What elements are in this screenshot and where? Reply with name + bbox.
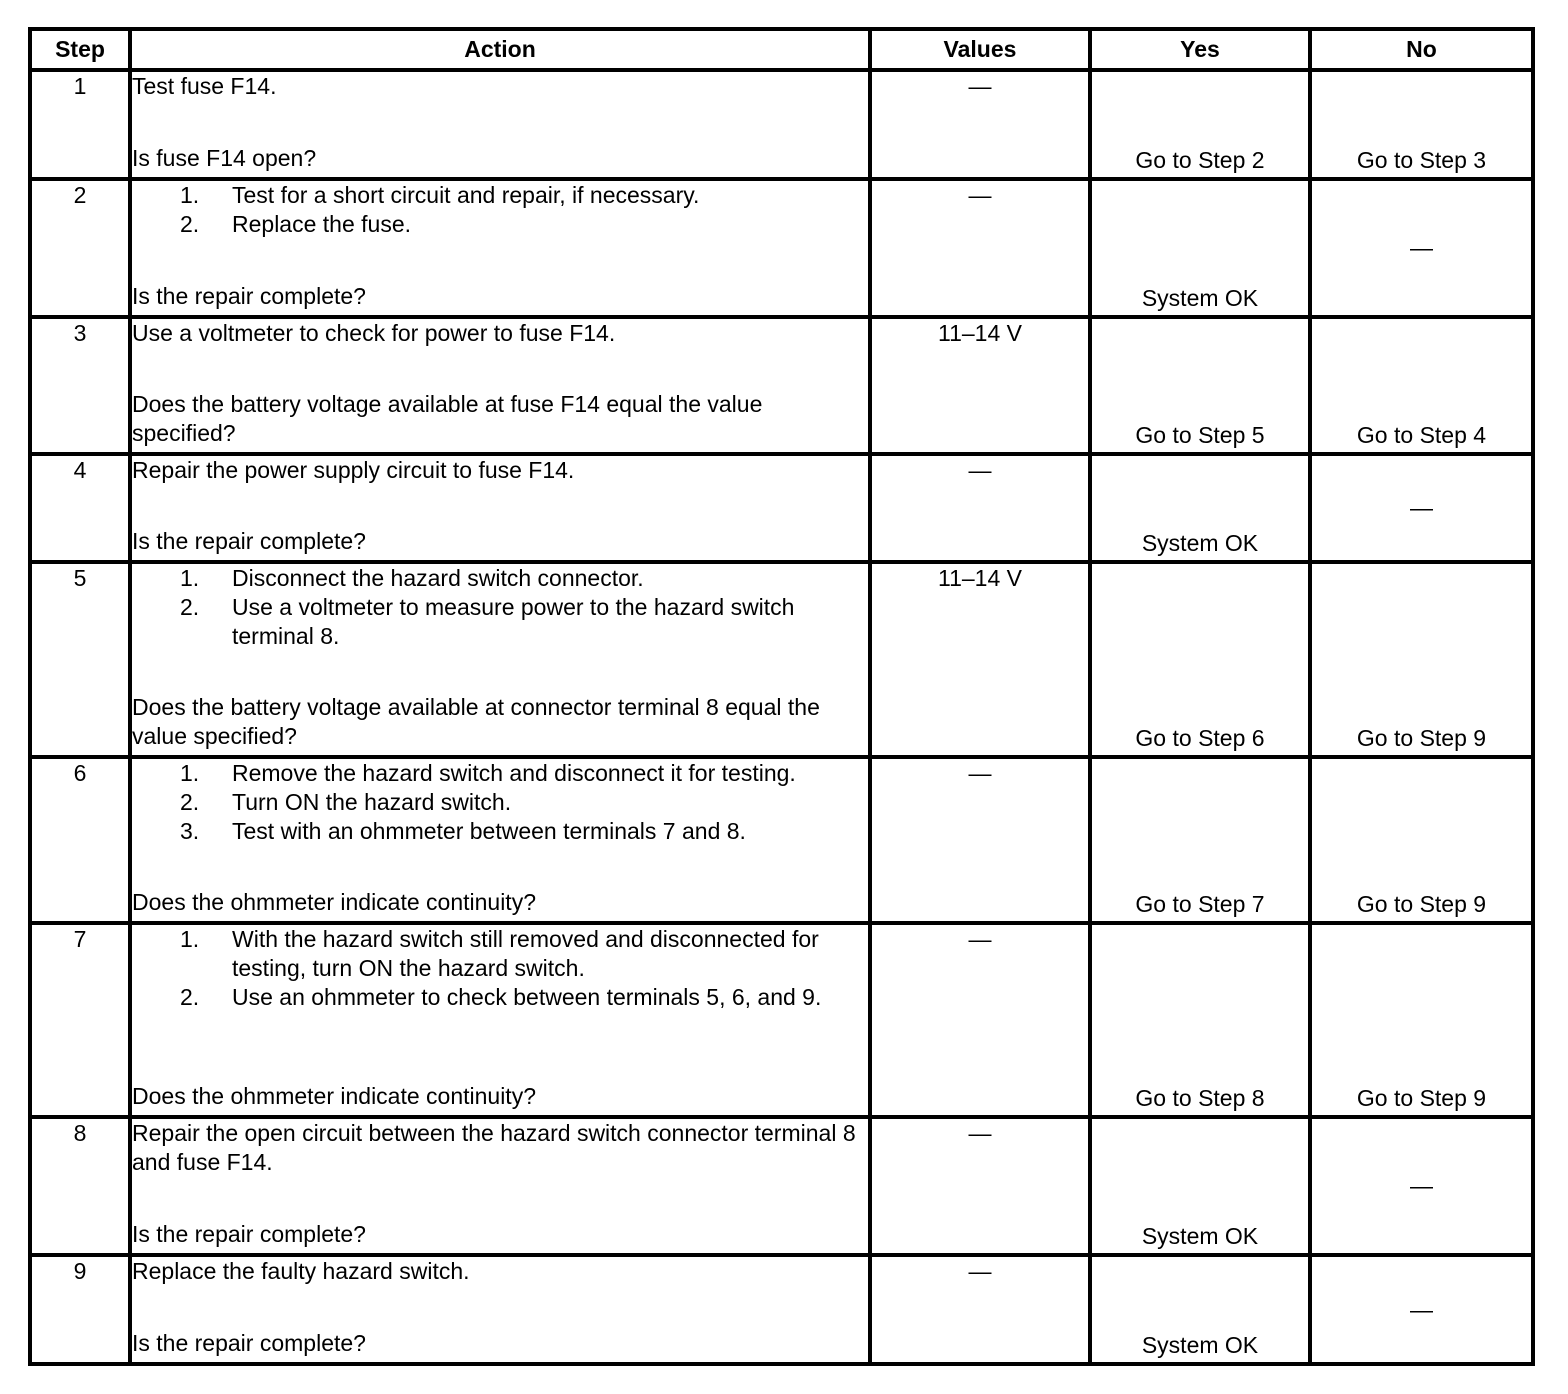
header-yes: Yes bbox=[1090, 29, 1310, 70]
value-cell: — bbox=[870, 757, 1090, 923]
action-step-number: 3. bbox=[180, 818, 200, 844]
action-step-item bbox=[132, 983, 868, 1012]
yes-result: System OK bbox=[1141, 1332, 1259, 1358]
header-no: No bbox=[1310, 29, 1533, 70]
no-cell bbox=[1310, 179, 1533, 317]
action-step-item bbox=[132, 593, 868, 651]
yes-cell bbox=[1090, 179, 1310, 317]
action-question: Does the battery voltage available at connector terminal 8 equal the value specified? bbox=[132, 694, 820, 749]
action-question: Is fuse F14 open? bbox=[132, 145, 317, 171]
step-number: 3 bbox=[30, 317, 130, 454]
action-text: Replace the faulty hazard switch. bbox=[132, 1258, 470, 1284]
no-result: Go to Step 9 bbox=[1356, 891, 1487, 917]
step-number: 5 bbox=[30, 562, 130, 757]
no-result: Go to Step 3 bbox=[1356, 147, 1487, 173]
table-row bbox=[30, 179, 1533, 317]
table-row bbox=[30, 923, 1533, 1117]
action-step-list bbox=[132, 925, 868, 1012]
value-cell: 11–14 V bbox=[870, 562, 1090, 757]
step-number: 1 bbox=[30, 70, 130, 179]
action-cell bbox=[130, 1117, 870, 1255]
action-text: Repair the power supply circuit to fuse F14. bbox=[132, 457, 575, 483]
no-cell bbox=[1310, 562, 1533, 757]
action-step-text: Replace the fuse. bbox=[232, 211, 412, 237]
no-result: — bbox=[1410, 494, 1433, 521]
value-cell: 11–14 V bbox=[870, 317, 1090, 454]
action-instructions bbox=[132, 1119, 868, 1177]
diagnostic-table bbox=[28, 27, 1535, 1366]
header-step: Step bbox=[30, 29, 130, 70]
step-number: 7 bbox=[30, 923, 130, 1117]
action-instructions bbox=[132, 759, 868, 846]
action-content bbox=[132, 456, 868, 556]
yes-result: System OK bbox=[1141, 1223, 1259, 1249]
action-step-item bbox=[132, 564, 868, 593]
action-text: Repair the open circuit between the hazard switch connector terminal 8 and fuse F14. bbox=[132, 1120, 856, 1175]
no-result: Go to Step 9 bbox=[1356, 1085, 1487, 1111]
action-instructions bbox=[132, 456, 868, 485]
action-content bbox=[132, 1119, 868, 1249]
table-row bbox=[30, 757, 1533, 923]
action-content bbox=[132, 1257, 868, 1358]
action-step-number: 1. bbox=[180, 565, 200, 591]
action-step-text: Test with an ohmmeter between terminals 7 and 8. bbox=[232, 818, 746, 844]
action-step-item bbox=[132, 759, 868, 788]
no-result: — bbox=[1410, 1296, 1433, 1322]
value-cell: — bbox=[870, 179, 1090, 317]
value-cell: — bbox=[870, 454, 1090, 562]
no-cell bbox=[1310, 923, 1533, 1117]
action-step-text: Remove the hazard switch and disconnect it for testing. bbox=[232, 760, 796, 786]
action-question: Does the ohmmeter indicate continuity? bbox=[132, 889, 536, 915]
no-result: — bbox=[1410, 234, 1433, 261]
yes-result: System OK bbox=[1141, 530, 1259, 556]
yes-cell bbox=[1090, 317, 1310, 454]
action-step-text: Disconnect the hazard switch connector. bbox=[232, 565, 644, 591]
action-step-number: 1. bbox=[180, 926, 200, 952]
action-instructions bbox=[132, 319, 868, 348]
action-cell bbox=[130, 317, 870, 454]
action-question: Is the repair complete? bbox=[132, 283, 366, 309]
no-cell bbox=[1310, 1255, 1533, 1364]
action-instructions bbox=[132, 181, 868, 239]
action-step-text: Use a voltmeter to measure power to the hazard switch terminal 8. bbox=[232, 594, 795, 649]
action-text: Use a voltmeter to check for power to fuse F14. bbox=[132, 320, 616, 346]
yes-cell bbox=[1090, 757, 1310, 923]
no-result: Go to Step 9 bbox=[1356, 725, 1487, 751]
header-row bbox=[30, 29, 1533, 70]
action-content bbox=[132, 925, 868, 1111]
step-number: 9 bbox=[30, 1255, 130, 1364]
action-step-item bbox=[132, 817, 868, 846]
action-cell bbox=[130, 70, 870, 179]
action-content bbox=[132, 72, 868, 173]
action-instructions bbox=[132, 72, 868, 101]
value-cell: — bbox=[870, 923, 1090, 1117]
yes-result: Go to Step 6 bbox=[1135, 725, 1265, 751]
yes-result: Go to Step 7 bbox=[1135, 891, 1265, 917]
action-cell bbox=[130, 454, 870, 562]
action-cell bbox=[130, 179, 870, 317]
no-cell bbox=[1310, 454, 1533, 562]
action-step-item bbox=[132, 181, 868, 210]
action-step-text: With the hazard switch still removed and disconnected for testing, turn ON the hazard switch. bbox=[232, 926, 819, 981]
no-cell bbox=[1310, 317, 1533, 454]
action-step-item bbox=[132, 788, 868, 817]
table-row bbox=[30, 454, 1533, 562]
action-content bbox=[132, 319, 868, 448]
step-number: 4 bbox=[30, 454, 130, 562]
header-action: Action bbox=[130, 29, 870, 70]
action-step-number: 2. bbox=[180, 211, 200, 237]
action-question: Does the battery voltage available at fuse F14 equal the value specified? bbox=[132, 391, 763, 446]
step-number: 8 bbox=[30, 1117, 130, 1255]
action-content bbox=[132, 181, 868, 311]
step-number: 6 bbox=[30, 757, 130, 923]
action-step-number: 1. bbox=[180, 760, 200, 786]
action-step-list bbox=[132, 564, 868, 651]
action-question: Is the repair complete? bbox=[132, 1330, 366, 1356]
action-step-item bbox=[132, 925, 868, 983]
action-step-text: Use an ohmmeter to check between terminals 5, 6, and 9. bbox=[232, 984, 822, 1010]
yes-cell bbox=[1090, 1255, 1310, 1364]
action-cell bbox=[130, 1255, 870, 1364]
action-step-number: 2. bbox=[180, 789, 200, 815]
action-cell bbox=[130, 757, 870, 923]
yes-cell bbox=[1090, 923, 1310, 1117]
table-row bbox=[30, 562, 1533, 757]
no-result: Go to Step 4 bbox=[1356, 422, 1487, 448]
yes-cell bbox=[1090, 1117, 1310, 1255]
no-cell bbox=[1310, 757, 1533, 923]
yes-result: System OK bbox=[1141, 285, 1259, 311]
action-step-number: 2. bbox=[180, 594, 200, 620]
action-step-number: 2. bbox=[180, 984, 200, 1010]
header-values: Values bbox=[870, 29, 1090, 70]
no-result: — bbox=[1410, 1172, 1433, 1199]
value-cell: — bbox=[870, 70, 1090, 179]
table-row bbox=[30, 1117, 1533, 1255]
yes-result: Go to Step 2 bbox=[1135, 147, 1265, 173]
value-cell: — bbox=[870, 1117, 1090, 1255]
no-cell bbox=[1310, 70, 1533, 179]
action-step-text: Test for a short circuit and repair, if necessary. bbox=[232, 182, 700, 208]
yes-result: Go to Step 8 bbox=[1135, 1085, 1265, 1111]
table-row bbox=[30, 317, 1533, 454]
table-body bbox=[30, 70, 1533, 1364]
yes-result: Go to Step 5 bbox=[1135, 422, 1265, 448]
action-step-list bbox=[132, 181, 868, 239]
table-row bbox=[30, 1255, 1533, 1364]
yes-cell bbox=[1090, 562, 1310, 757]
action-content bbox=[132, 564, 868, 751]
yes-cell bbox=[1090, 70, 1310, 179]
action-content bbox=[132, 759, 868, 917]
step-number: 2 bbox=[30, 179, 130, 317]
action-text: Test fuse F14. bbox=[132, 73, 277, 99]
action-instructions bbox=[132, 1257, 868, 1286]
action-question: Is the repair complete? bbox=[132, 1221, 366, 1247]
action-step-text: Turn ON the hazard switch. bbox=[232, 789, 512, 815]
action-cell bbox=[130, 562, 870, 757]
action-step-item bbox=[132, 210, 868, 239]
no-cell bbox=[1310, 1117, 1533, 1255]
action-question: Is the repair complete? bbox=[132, 528, 366, 554]
action-question: Does the ohmmeter indicate continuity? bbox=[132, 1083, 536, 1109]
value-cell: — bbox=[870, 1255, 1090, 1364]
action-step-number: 1. bbox=[180, 182, 200, 208]
action-cell bbox=[130, 923, 870, 1117]
action-instructions bbox=[132, 564, 868, 651]
action-instructions bbox=[132, 925, 868, 1012]
table-row bbox=[30, 70, 1533, 179]
yes-cell bbox=[1090, 454, 1310, 562]
action-step-list bbox=[132, 759, 868, 846]
